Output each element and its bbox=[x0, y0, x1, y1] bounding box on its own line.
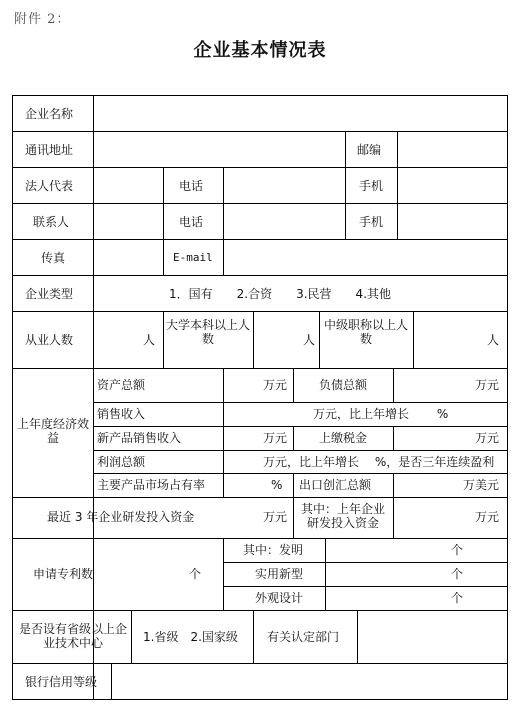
export-unit: 万美元 bbox=[463, 478, 500, 492]
design-label: 外观设计 bbox=[255, 591, 304, 605]
phone-label: 电话 bbox=[179, 179, 204, 193]
market-share-label: 主要产品市场占有率 bbox=[97, 478, 206, 492]
patents-label: 申请专利数 bbox=[33, 567, 94, 581]
address-label: 通讯地址 bbox=[25, 143, 74, 157]
total-profit-label: 利润总额 bbox=[97, 455, 146, 469]
staff-unit: 人 bbox=[143, 333, 156, 347]
rd-3yr-label: 最近 3 年企业研发投入资金 bbox=[47, 510, 195, 524]
rd-last-year-unit: 万元 bbox=[475, 510, 500, 524]
postcode-label: 邮编 bbox=[357, 143, 382, 157]
bachelor-label: 大学本科以上人数 bbox=[165, 318, 250, 346]
tax-paid-unit: 万元 bbox=[475, 431, 500, 445]
bachelor-unit: 人 bbox=[303, 333, 316, 347]
new-product-sales-label: 新产品销售收入 bbox=[97, 431, 182, 445]
company-type-label: 企业类型 bbox=[25, 287, 74, 301]
company-type-options: 1．国有 2.合资 3.民营 4.其他 bbox=[169, 287, 391, 301]
sales-growth: 万元，比上年增长 % bbox=[313, 407, 449, 421]
mid-title-unit: 人 bbox=[487, 333, 500, 347]
patents-unit: 个 bbox=[189, 567, 202, 581]
utility-label: 实用新型 bbox=[255, 567, 304, 581]
economic-label: 上年度经济效益 bbox=[17, 417, 90, 445]
company-info-form bbox=[12, 95, 508, 700]
staff-label: 从业人数 bbox=[25, 333, 74, 347]
invention-label: 其中：发明 bbox=[243, 543, 304, 557]
contact-label: 联系人 bbox=[33, 215, 70, 229]
mobile-label: 手机 bbox=[359, 179, 384, 193]
rd-last-year-label: 其中：上年企业研发投入资金 bbox=[300, 502, 385, 530]
cert-dept-label: 有关认定部门 bbox=[267, 630, 340, 644]
tax-paid-label: 上缴税金 bbox=[319, 431, 368, 445]
bank-credit-label: 银行信用等级 bbox=[25, 675, 98, 689]
total-liabilities-unit: 万元 bbox=[475, 378, 500, 392]
tech-center-options: 1.省级 2.国家级 bbox=[143, 630, 238, 644]
fax-label: 传真 bbox=[41, 251, 66, 265]
market-share-unit: % bbox=[271, 478, 283, 492]
total-liabilities-label: 负债总额 bbox=[319, 378, 368, 392]
total-assets-unit: 万元 bbox=[263, 378, 288, 392]
mid-title-label: 中级职称以上人数 bbox=[323, 318, 408, 346]
invention-unit: 个 bbox=[451, 543, 464, 557]
page-title: 企业基本情况表 bbox=[193, 40, 327, 61]
rd-3yr-unit: 万元 bbox=[263, 510, 288, 524]
profit-growth: 万元，比上年增长 %，是否三年连续盈利 bbox=[263, 455, 495, 469]
design-unit: 个 bbox=[451, 591, 464, 605]
new-product-sales-unit: 万元 bbox=[263, 431, 288, 445]
email-label: E-mail bbox=[173, 251, 213, 264]
utility-unit: 个 bbox=[451, 567, 464, 581]
contact-phone-label: 电话 bbox=[179, 215, 204, 229]
sales-label: 销售收入 bbox=[97, 407, 146, 421]
total-assets-label: 资产总额 bbox=[97, 378, 146, 392]
attachment-label: 附件 2： bbox=[14, 12, 71, 27]
tech-center-label: 是否设有省级以上企业技术中心 bbox=[19, 622, 128, 650]
export-label: 出口创汇总额 bbox=[299, 478, 372, 492]
contact-mobile-label: 手机 bbox=[359, 215, 384, 229]
legal-rep-label: 法人代表 bbox=[25, 179, 74, 193]
company-name-label: 企业名称 bbox=[25, 107, 74, 121]
